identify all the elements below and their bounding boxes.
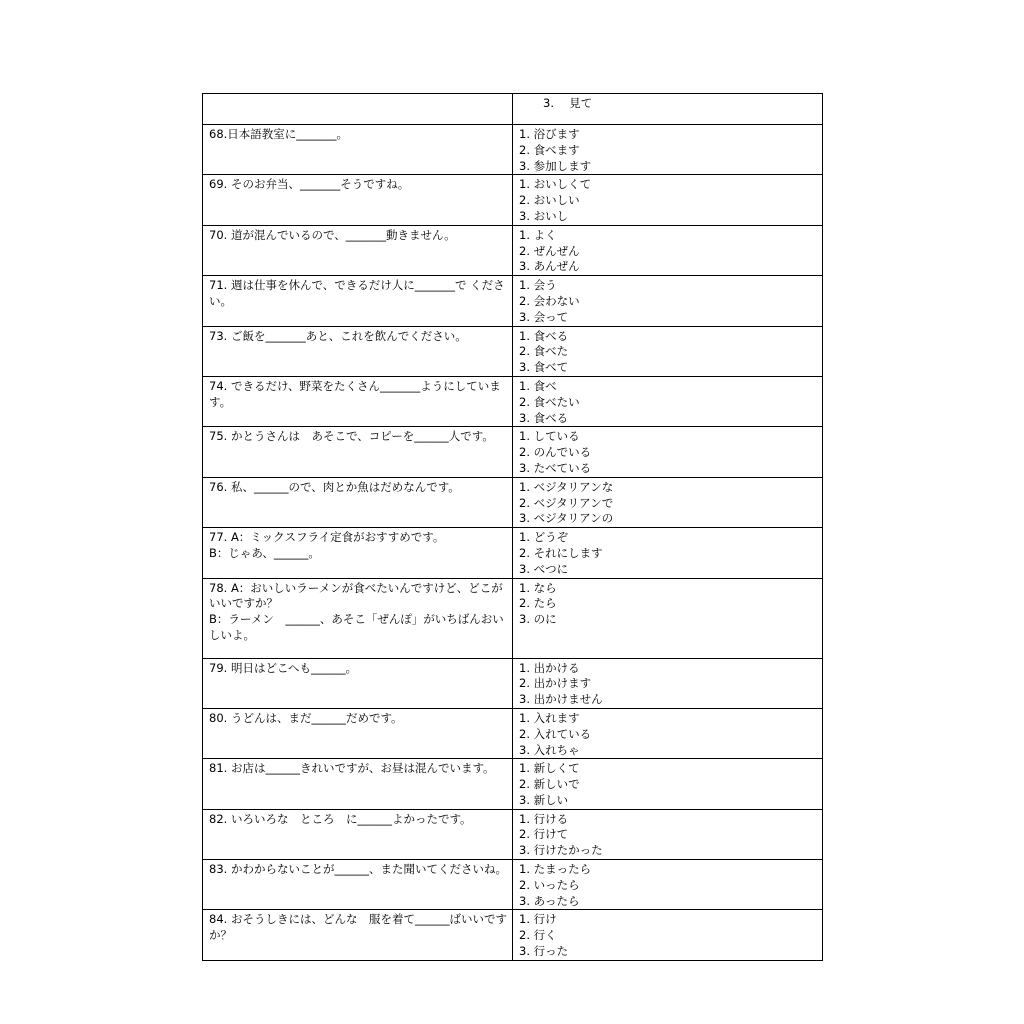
answer-option: 2. 食べます	[519, 142, 580, 157]
answer-option: 3. 会って	[519, 309, 569, 324]
question-table	[202, 93, 823, 961]
options-cell	[513, 326, 823, 376]
options-cell	[513, 910, 823, 960]
answer-option: 3. あったら	[519, 893, 580, 908]
answer-option: 1. 食べ	[519, 378, 557, 393]
answer-option: 1. 浴びます	[519, 127, 580, 141]
answer-option: 1. おいしくて	[519, 177, 592, 192]
answer-option: 1. 会う	[519, 278, 557, 293]
question-rows	[203, 94, 823, 961]
question-row	[203, 175, 823, 225]
options-cell	[513, 175, 823, 225]
question-row	[203, 125, 823, 175]
options-cell	[513, 276, 823, 326]
options-cell	[513, 528, 823, 578]
answer-option: 3. 新しい	[519, 792, 569, 807]
question-text: 73. ご飯を_______あと、これを飲んでください。	[209, 328, 467, 343]
answer-option: 2. 入れている	[519, 726, 592, 741]
question-text: 70. 道が混んでいるので、_______動きません。	[209, 227, 456, 242]
answer-option: 2. それにします	[519, 545, 603, 560]
question-text: 76. 私、______ので、肉とか魚はだめなんです。	[209, 479, 460, 494]
answer-option: 3. べつに	[519, 561, 569, 576]
question-row	[203, 376, 823, 426]
options-cell	[513, 578, 823, 658]
question-text: 69. そのお弁当、_______そうですね。	[209, 177, 410, 192]
answer-option: 2. 新しいで	[519, 777, 580, 792]
answer-option: 1. 入れます	[519, 710, 580, 725]
question-row	[203, 860, 823, 910]
answer-option: 2. 行く	[519, 928, 557, 943]
answer-option: 1. 食べる	[519, 328, 569, 343]
answer-option: 2. 行けて	[519, 827, 569, 842]
answer-option: 3. 食べる	[519, 410, 569, 425]
question-row	[203, 658, 823, 708]
options-cell	[513, 860, 823, 910]
answer-option: 3. 見て	[543, 96, 593, 110]
question-row	[203, 708, 823, 758]
answer-option: 1. 出かける	[519, 660, 580, 675]
question-cell	[203, 477, 513, 527]
question-text: 74. できるだけ、野菜をたくさん_______ようにしています。	[209, 378, 501, 409]
question-row	[203, 94, 823, 125]
answer-option: 2. のんでいる	[519, 445, 592, 460]
answer-option: 1. なら	[519, 580, 557, 595]
answer-option: 3. たべている	[519, 460, 592, 475]
question-cell	[203, 528, 513, 578]
answer-option: 2. ベジタリアンで	[519, 495, 614, 510]
answer-option: 3. のに	[519, 612, 557, 627]
answer-option: 1. している	[519, 429, 580, 444]
question-cell	[203, 708, 513, 758]
question-text: 83. かわからないことが______、また聞いてくださいね。	[209, 862, 507, 877]
question-cell	[203, 376, 513, 426]
question-cell	[203, 326, 513, 376]
question-row	[203, 809, 823, 859]
question-row	[203, 477, 823, 527]
answer-option: 3. 行った	[519, 944, 569, 959]
answer-option: 2. いったら	[519, 877, 580, 892]
question-text: 78. A：おいしいラーメンが食べたいんですけど、どこがいいですか？	[209, 580, 503, 611]
answer-option: 1. ベジタリアンな	[519, 479, 614, 494]
question-cell	[203, 175, 513, 225]
answer-option: 1. 行ける	[519, 811, 569, 826]
options-cell	[513, 94, 823, 125]
answer-option: 3. あんぜん	[519, 259, 580, 274]
answer-option: 2. ぜんぜん	[519, 243, 580, 258]
answer-option: 1. たまったら	[519, 862, 592, 877]
answer-option: 2. 出かけます	[519, 676, 592, 691]
answer-option: 1. 行け	[519, 912, 557, 927]
question-cell	[203, 578, 513, 658]
question-row	[203, 528, 823, 578]
answer-option: 1. どうぞ	[519, 530, 569, 545]
question-cell	[203, 225, 513, 275]
answer-option: 3. 行けたかった	[519, 843, 603, 858]
options-cell	[513, 708, 823, 758]
answer-option: 3. 出かけません	[519, 692, 603, 707]
answer-option: 3. ベジタリアンの	[519, 511, 614, 526]
answer-option: 2. 食べたい	[519, 394, 580, 409]
question-row	[203, 759, 823, 809]
question-cell	[203, 125, 513, 175]
answer-option: 2. 食べた	[519, 344, 569, 359]
question-text: 77. A：ミックスフライ定食がおすすめです。	[209, 530, 445, 545]
options-cell	[513, 658, 823, 708]
answer-option: 3. 入れちゃ	[519, 742, 580, 757]
question-text: 82. いろいろな ところ に______よかったです。	[209, 811, 472, 826]
options-cell	[513, 477, 823, 527]
answer-option: 3. 参加します	[519, 158, 592, 173]
question-cell	[203, 427, 513, 477]
answer-option: 2. たら	[519, 596, 557, 611]
question-text: 84. おそうしきには、どんな 服を着て______ばいいですか？	[209, 912, 507, 943]
question-text: 75. かとうさんは あそこで、コピーを______人です。	[209, 429, 494, 444]
question-text: B：ラーメン ______、あそこ「ぜんぽ」がいちばんおいしいよ。	[209, 612, 504, 642]
answer-option: 2. 会わない	[519, 293, 580, 308]
answer-option: 3. 食べて	[519, 360, 569, 375]
question-text: B：じゃあ、______。	[209, 545, 320, 560]
question-cell	[203, 809, 513, 859]
options-cell	[513, 427, 823, 477]
question-text: 68.日本語教室に_______。	[209, 127, 349, 141]
answer-option: 1. よく	[519, 227, 557, 242]
question-cell	[203, 860, 513, 910]
question-row	[203, 910, 823, 960]
question-cell	[203, 759, 513, 809]
question-text: 79. 明日はどこへも______。	[209, 660, 357, 675]
options-cell	[513, 125, 823, 175]
question-text: 80. うどんは、まだ______だめです。	[209, 710, 403, 725]
question-row	[203, 578, 823, 658]
question-cell	[203, 910, 513, 960]
options-cell	[513, 376, 823, 426]
answer-option: 2. おいしい	[519, 193, 580, 208]
question-row	[203, 427, 823, 477]
options-cell	[513, 759, 823, 809]
question-text: 71. 週は仕事を休んで、できるだけ人に_______で ください。	[209, 278, 505, 308]
options-cell	[513, 225, 823, 275]
question-row	[203, 276, 823, 326]
answer-option: 3. おいし	[519, 208, 569, 223]
question-text: 81. お店は______きれいですが、お昼は混んでいます。	[209, 761, 495, 776]
question-row	[203, 225, 823, 275]
question-cell	[203, 658, 513, 708]
answer-option: 1. 新しくて	[519, 761, 580, 776]
options-cell	[513, 809, 823, 859]
question-cell	[203, 276, 513, 326]
question-row	[203, 326, 823, 376]
question-cell	[203, 94, 513, 125]
